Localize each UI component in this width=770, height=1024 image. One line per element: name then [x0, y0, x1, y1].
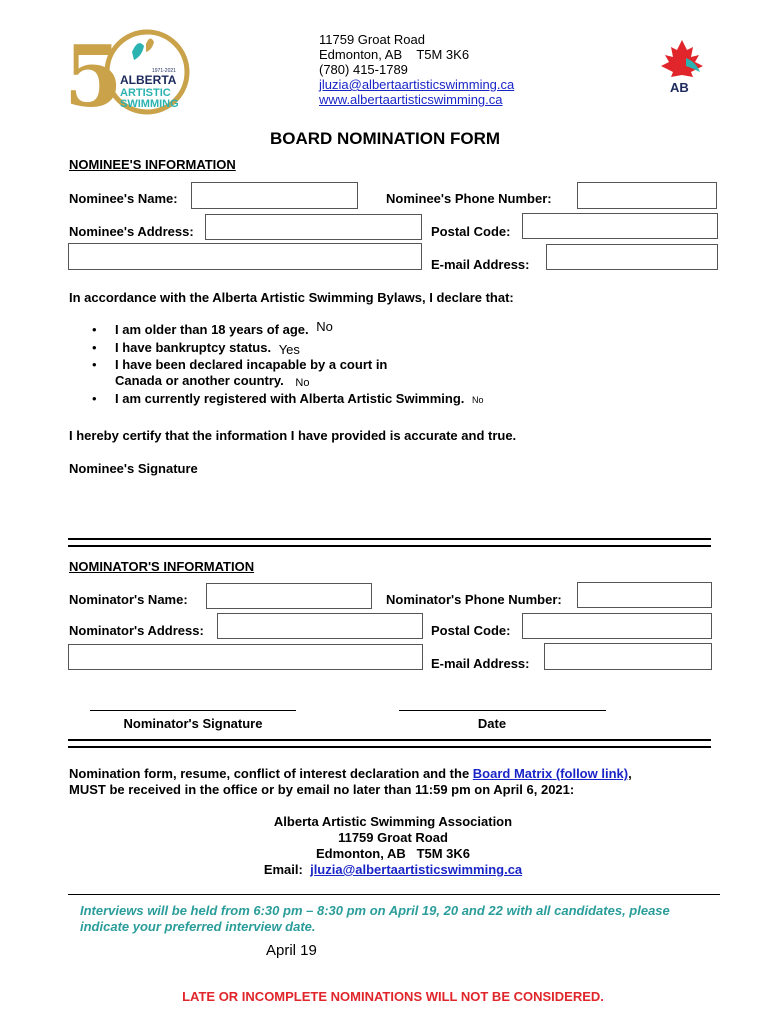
nominee-phone-label: Nominee's Phone Number:: [386, 191, 552, 206]
nominee-postal-field[interactable]: [522, 213, 718, 239]
nominee-name-field[interactable]: [191, 182, 358, 209]
interview-date-answer[interactable]: April 19: [266, 942, 317, 959]
declaration-item: [115, 391, 484, 406]
horizontal-rule: [68, 894, 720, 895]
submission-instructions: [69, 766, 709, 798]
nominator-postal-field[interactable]: [522, 613, 712, 639]
date-line[interactable]: [399, 710, 606, 711]
address-line-1: 11759 Groat Road: [319, 32, 425, 47]
declaration-text: Canada or another country.: [115, 373, 284, 388]
nominator-email-label: E-mail Address:: [431, 656, 530, 671]
alberta-artistic-swimming-50-logo: [62, 22, 192, 120]
website-link[interactable]: www.albertaartisticswimming.ca: [319, 92, 503, 107]
declaration-item: [115, 340, 300, 355]
declaration-text: I am currently registered with Alberta Artistic Swimming.: [115, 391, 465, 406]
nominee-phone-field[interactable]: [577, 182, 717, 209]
section-divider: [68, 739, 711, 748]
section-divider: [68, 538, 711, 547]
org-contact-block: [319, 32, 514, 107]
nominee-address-field-2[interactable]: [68, 243, 422, 270]
nominee-postal-label: Postal Code:: [431, 224, 511, 239]
org-name: Alberta Artistic Swimming Association: [273, 814, 513, 829]
nominee-address-field-1[interactable]: [205, 214, 422, 240]
nominator-signature-label: Nominator's Signature: [123, 716, 263, 731]
org-city: Edmonton, AB T5M 3K6: [315, 846, 471, 861]
declaration-intro: In accordance with the Alberta Artistic Swimming Bylaws, I declare that:: [69, 290, 514, 305]
submission-punct: ,: [628, 766, 632, 781]
submission-deadline: MUST be received in the office or by email no later than 11:59 pm on April 6, 2021:: [69, 782, 575, 797]
nominee-email-field[interactable]: [546, 244, 718, 270]
org-address-block: [0, 814, 770, 878]
declaration-answer[interactable]: No: [316, 319, 333, 334]
declaration-text: I have bankruptcy status.: [115, 340, 272, 355]
bullet-1: •: [92, 322, 97, 337]
nominee-section-title: NOMINEE'S INFORMATION: [69, 157, 236, 172]
declaration-text: I have been declared incapable by a court in: [115, 357, 388, 372]
nominator-name-label: Nominator's Name:: [69, 592, 188, 607]
svg-text:5: 5: [64, 27, 123, 120]
nominator-section-title: NOMINATOR'S INFORMATION: [69, 559, 255, 574]
org-email-link[interactable]: jluzia@albertaartisticswimming.ca: [310, 862, 523, 877]
nominator-email-field[interactable]: [544, 643, 712, 670]
declaration-item: [115, 373, 309, 388]
declaration-item: [115, 319, 333, 337]
nominee-name-label: Nominee's Name:: [69, 191, 178, 206]
declaration-answer[interactable]: No: [472, 395, 484, 405]
nominee-email-label: E-mail Address:: [431, 257, 530, 272]
svg-text:AB: AB: [670, 80, 689, 95]
nominator-address-field-1[interactable]: [217, 613, 423, 639]
svg-text:ARTISTIC: ARTISTIC: [120, 87, 171, 99]
org-email-row: [0, 862, 770, 878]
phone-number: (780) 415-1789: [319, 62, 408, 77]
declaration-answer[interactable]: No: [295, 377, 310, 389]
declaration-text: I am older than 18 years of age.: [115, 322, 309, 337]
nominator-address-field-2[interactable]: [68, 644, 423, 670]
nominator-signature-line[interactable]: [90, 710, 296, 711]
nominator-phone-label: Nominator's Phone Number:: [386, 592, 562, 607]
contact-email-link[interactable]: jluzia@albertaartisticswimming.ca: [319, 77, 515, 92]
page-title: BOARD NOMINATION FORM: [269, 129, 501, 148]
address-line-2: Edmonton, AB T5M 3K6: [319, 47, 470, 62]
bullet-4: •: [92, 391, 97, 406]
org-email-label: Email:: [263, 862, 303, 877]
nominator-postal-label: Postal Code:: [431, 623, 511, 638]
nominator-name-field[interactable]: [206, 583, 372, 609]
board-matrix-link[interactable]: Board Matrix (follow link): [472, 766, 629, 781]
svg-text:ALBERTA: ALBERTA: [120, 73, 177, 87]
interview-line-1: Interviews will be held from 6:30 pm – 8:30 pm on April 19, 20 and 22 with all candidates, please: [80, 903, 670, 918]
svg-text:SWIMMING: SWIMMING: [120, 98, 179, 110]
bullet-2: •: [92, 340, 97, 355]
bullet-3: •: [92, 357, 97, 372]
interview-line-2: indicate your preferred interview date.: [80, 919, 316, 934]
nominator-phone-field[interactable]: [577, 582, 712, 608]
nominator-address-label: Nominator's Address:: [69, 623, 204, 638]
date-label: Date: [477, 716, 507, 731]
submission-text: Nomination form, resume, conflict of interest declaration and the: [69, 766, 473, 781]
late-nomination-warning: LATE OR INCOMPLETE NOMINATIONS WILL NOT BE CONSIDERED.: [182, 989, 604, 1004]
interview-note: [80, 903, 670, 935]
ab-maple-leaf-logo: [656, 38, 708, 96]
declaration-answer[interactable]: Yes: [278, 342, 300, 357]
svg-text:1971-2021: 1971-2021: [152, 68, 176, 74]
org-street: 11759 Groat Road: [338, 830, 448, 845]
nominee-signature-area[interactable]: [69, 480, 709, 532]
certify-statement: I hereby certify that the information I have provided is accurate and true.: [69, 428, 517, 443]
nominee-signature-label: Nominee's Signature: [69, 461, 198, 476]
nominee-address-label: Nominee's Address:: [69, 224, 194, 239]
